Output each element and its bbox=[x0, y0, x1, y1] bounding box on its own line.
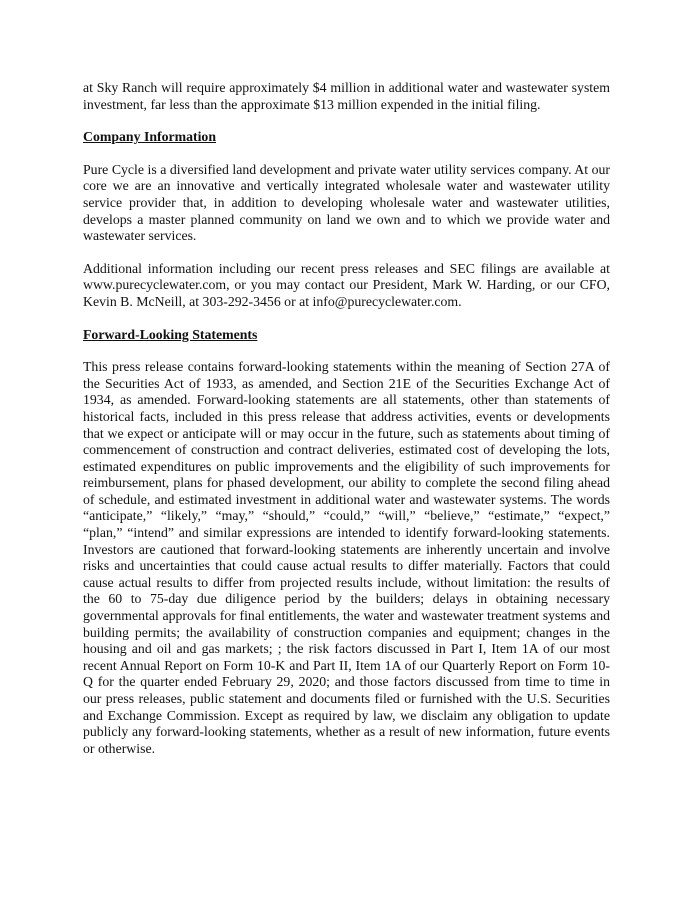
forward-looking-paragraph: This press release contains forward-looking statements within the meaning of Section 27A of the Securities Act of 1933, as amended, and Section 21E of the Securities Exchange Act of 1934, as amended. Forward-looking statements are all statements, other than statements of historical facts, included in this press release that address activities, events or developments that we expect or anticipate will or may occur in the future, such as statements about timing of commencement of construction and contract deliveries, estimated cost of developing the lots, estimated expenditures on public improvements and the eligibility of such improvements for reimbursement, plans for phased development, our ability to complete the second filing ahead of schedule, and estimated investment in additional water and wastewater systems. The words “anticipate,” “likely,” “may,” “should,” “could,” “will,” “believe,” “estimate,” “expect,” “plan,” “intend” and similar expressions are intended to identify forward-looking statements. Investors are cautioned that forward-looking statements are inherently uncertain and involve risks and uncertainties that could cause actual results to differ materially. Factors that could cause actual results to differ from projected results include, without limitation: the results of the 60 to 75-day due diligence period by the builders; delays in obtaining necessary governmental approvals for final entitlements, the water and wastewater treatment systems and building permits; the availability of construction companies and equipment; changes in the housing and oil and gas markets; ; the risk factors discussed in Part I, Item 1A of our most recent Annual Report on Form 10-K and Part II, Item 1A of our Quarterly Report on Form 10-Q for the quarter ended February 29, 2020; and those factors discussed from time to time in our press releases, public statement and documents filed or furnished with the U.S. Securities and Exchange Commission. Except as required by law, we disclaim any obligation to update publicly any forward-looking statements, whether as a result of new information, future events or otherwise. bbox=[83, 359, 610, 756]
company-information-heading: Company Information bbox=[83, 129, 216, 145]
forward-looking-heading: Forward-Looking Statements bbox=[83, 326, 258, 342]
spacer bbox=[83, 343, 610, 359]
contact-paragraph: Additional information including our recent press releases and SEC filings are available at www.purecyclewater.com, or you may contact our President, Mark W. Harding, or our CFO, Kevin B. McNeill, at 303-292-3456 or at info@purecyclewater.com. bbox=[83, 260, 610, 309]
company-description-paragraph: Pure Cycle is a diversified land development and private water utility services company. At our core we are an innovative and vertically integrated wholesale water and wastewater utility service provider that, in addition to developing wholesale water and wastewater utilities, develops a master planned community on land we own and to which we provide water and wastewater services. bbox=[83, 161, 610, 244]
intro-paragraph: at Sky Ranch will require approximately $4 million in additional water and wastewater system investment, far less than the approximate $13 million expended in the initial filing. bbox=[83, 80, 610, 112]
spacer bbox=[83, 146, 610, 162]
spacer bbox=[83, 245, 610, 261]
spacer bbox=[83, 311, 610, 327]
spacer bbox=[83, 113, 610, 129]
document-page bbox=[83, 80, 610, 757]
